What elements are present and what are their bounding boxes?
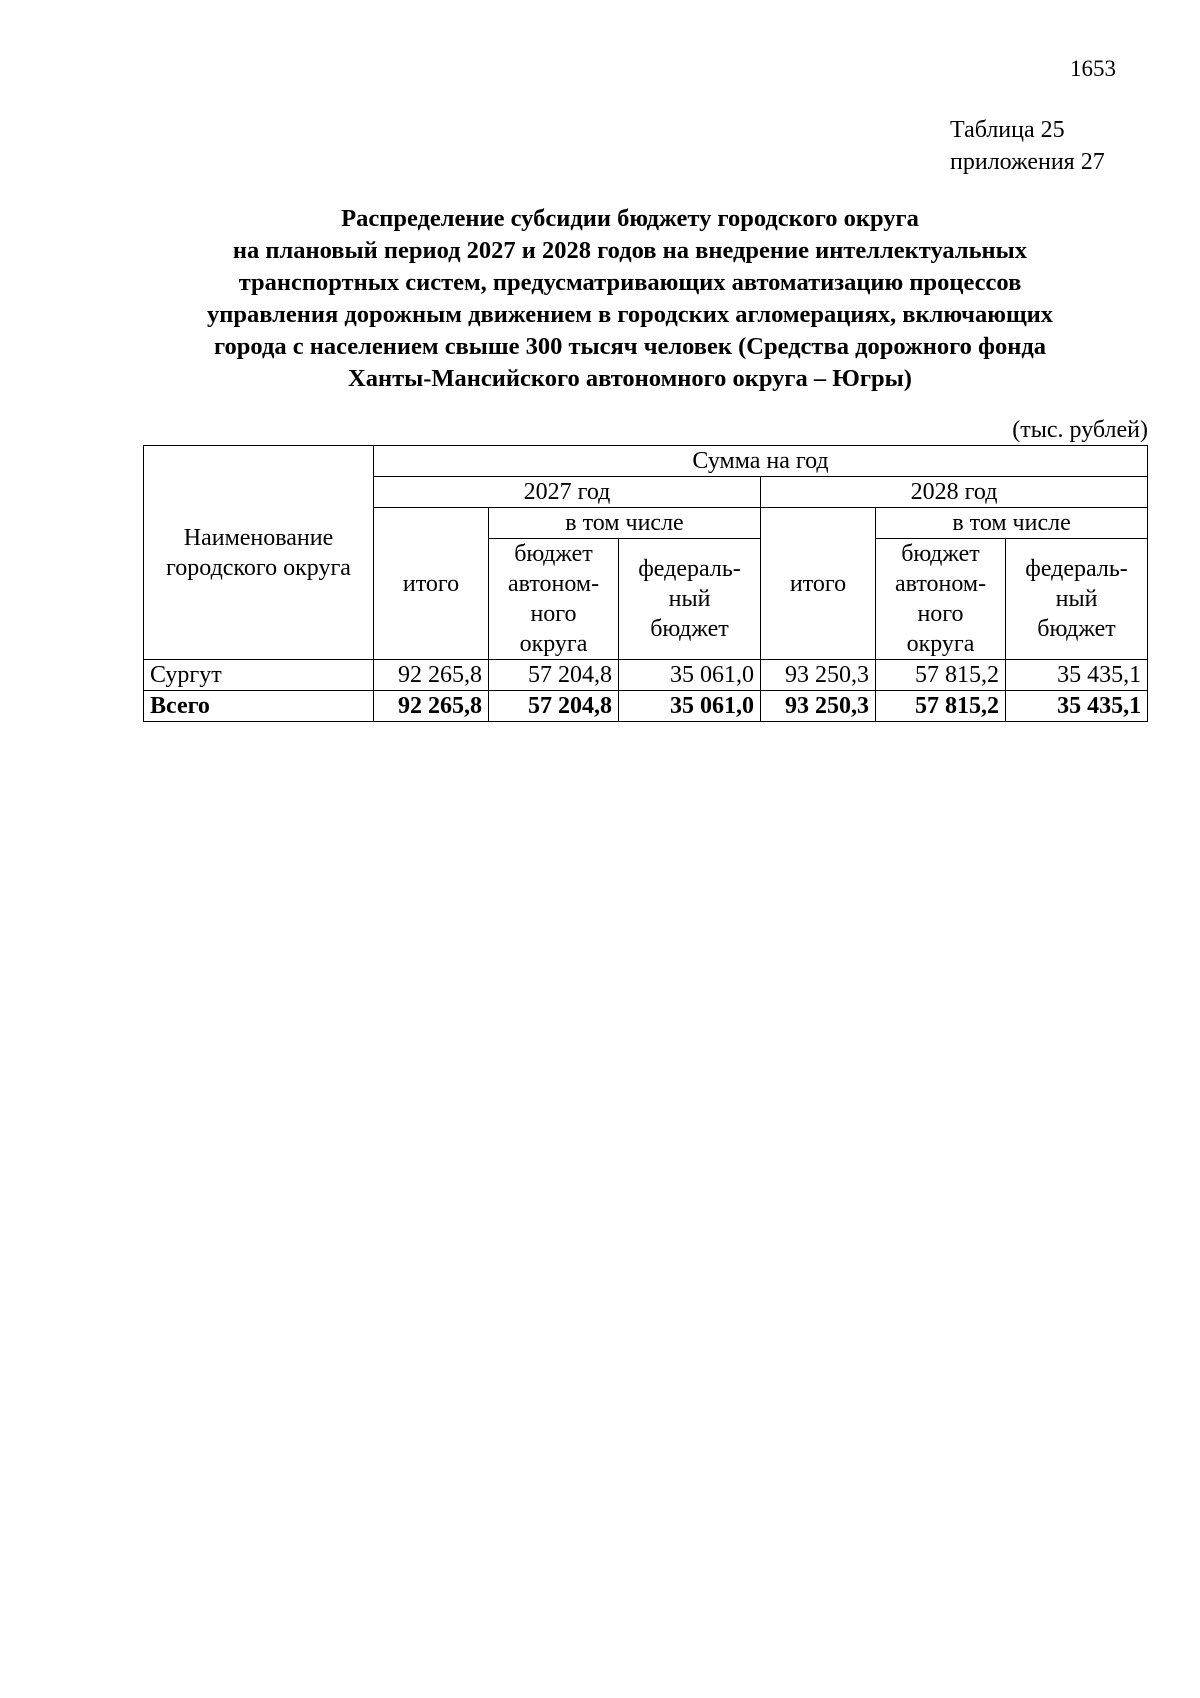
total-value-cell: 92 265,8 [374,691,489,722]
header-total-2027: итого [374,508,489,660]
title-line: управления дорожным движением в городских агломерациях, включающих [206,301,1054,328]
appendix-number: приложения 27 [950,149,1105,175]
value-cell: 35 435,1 [1006,660,1148,691]
units-label: (тыс. рублей) [1012,417,1148,443]
total-value-cell: 57 204,8 [489,691,619,722]
table-number: Таблица 25 [950,117,1065,143]
total-value-cell: 35 435,1 [1006,691,1148,722]
header-federal-budget-2027: федераль- ный бюджет [619,539,761,660]
table-reference [950,114,1105,178]
title-line: города с населением свыше 300 тысяч человек (Средства дорожного фонда [214,333,1046,360]
header-year-2028: 2028 год [761,477,1148,508]
subsidy-table [143,445,1148,722]
header-okrug-budget-2028: бюджет автоном- ного округа [876,539,1006,660]
header-okrug-name: Наименование городского округа [144,446,374,660]
total-value-cell: 57 815,2 [876,691,1006,722]
title-line: на плановый период 2027 и 2028 годов на внедрение интеллектуальных [232,237,1028,264]
value-cell: 93 250,3 [761,660,876,691]
document-title [140,203,1120,395]
title-line: Распределение субсидии бюджету городского округа [341,205,919,232]
header-including-2028: в том числе [876,508,1148,539]
total-row [144,691,1148,722]
value-cell: 92 265,8 [374,660,489,691]
value-cell: 35 061,0 [619,660,761,691]
header-okrug-budget-2027: бюджет автоном- ного округа [489,539,619,660]
header-year-2027: 2027 год [374,477,761,508]
header-including-2027: в том числе [489,508,761,539]
total-label-cell: Всего [144,691,374,722]
title-line: Ханты-Мансийского автономного округа – Югры) [348,365,912,392]
page-number: 1653 [1070,56,1116,81]
total-value-cell: 93 250,3 [761,691,876,722]
header-total-2028: итого [761,508,876,660]
table-row [144,660,1148,691]
header-federal-budget-2028: федераль- ный бюджет [1006,539,1148,660]
total-value-cell: 35 061,0 [619,691,761,722]
value-cell: 57 204,8 [489,660,619,691]
value-cell: 57 815,2 [876,660,1006,691]
title-line: транспортных систем, предусматривающих автоматизацию процессов [238,269,1022,296]
okrug-name-cell: Сургут [144,660,374,691]
header-sum-per-year: Сумма на год [374,446,1148,477]
